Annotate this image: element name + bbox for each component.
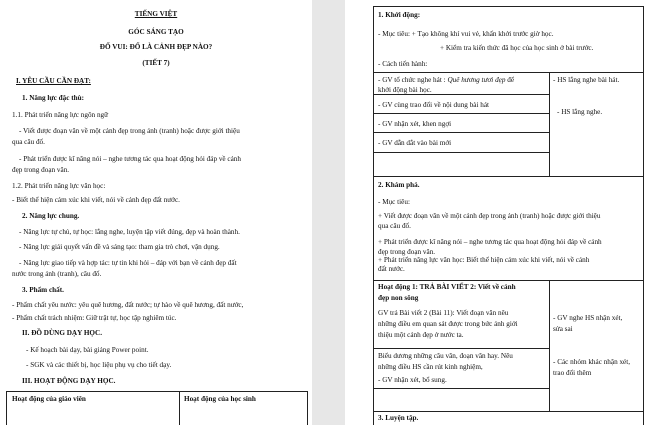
text-line: thiệu một cảnh đẹp ở nước ta.: [378, 331, 464, 339]
text-line: những điều HS cần rút kinh nghiệm,: [378, 363, 483, 371]
section-explore-title: 2. Khám phá.: [378, 181, 420, 189]
student-step: - Các nhóm khác nhận xét,: [553, 358, 631, 366]
text-line: - Năng lực giải quyết vấn đề và sáng tạo: tham gia trò chơi, vận dụng.: [19, 243, 220, 251]
text-line: - Biết thể hiện cảm xúc khi viết, nói về cảnh đẹp đất nước.: [12, 196, 180, 204]
cell-divider: [373, 348, 549, 349]
column-header-teacher: Hoạt động của giáo viên: [12, 395, 86, 403]
text-line: + Phát triển năng lực văn học: Biết thể hiện cảm xúc khi viết, nói về cảnh: [378, 256, 590, 264]
text-line: 1.1. Phát triển năng lực ngôn ngữ: [12, 111, 109, 119]
row-divider: [373, 280, 644, 281]
text-line: đẹp trong đoạn văn.: [12, 166, 70, 174]
teacher-step: - GV nhận xét, khen ngợi: [378, 120, 452, 128]
text-line: đẹp trong đoạn văn.: [378, 248, 436, 256]
heading-materials: II. ĐỒ DÙNG DẠY HỌC.: [22, 329, 102, 337]
text-line: - Mục tiêu: + Tạo không khí vui vẻ, khấn khởi trước giờ học.: [378, 30, 554, 38]
cell-divider: [373, 152, 549, 153]
text-line: - Phát triển được kĩ năng nói – nghe tương tác qua hoạt động hỏi đáp về cảnh: [19, 155, 241, 163]
section-warmup-title: 1. Khởi động:: [378, 11, 421, 19]
section-practice-title: 3. Luyện tập.: [378, 414, 419, 422]
student-step: - HS lắng nghe bài hát.: [553, 76, 620, 84]
student-step: - GV nghe HS nhận xét,: [553, 314, 623, 322]
text-line: - Mục tiêu:: [378, 198, 410, 206]
column-divider: [549, 280, 550, 411]
row-divider: [373, 176, 644, 177]
teacher-step: - GV dẫn dắt vào bài mới: [378, 139, 452, 147]
text-line: - Năng lực giao tiếp và hợp tác: tự tin khi hỏi – đáp với bạn về cảnh đẹp đất: [19, 259, 237, 267]
text-line: qua câu đố.: [12, 138, 45, 146]
text-line: qua câu đố.: [378, 222, 411, 230]
text-line: - Kế hoạch bài dạy, bài giảng Power point.: [26, 346, 149, 354]
document-page-left: [0, 0, 312, 425]
teacher-step: GV trả Bài viết 2 (Bài 11): Viết đoạn văn nêu: [378, 309, 509, 317]
column-divider: [549, 72, 550, 176]
heading-activities: III. HOẠT ĐỘNG DẠY HỌC.: [22, 377, 116, 385]
text-line: - Phẩm chất yêu nước: yêu quê hương, đất nước; tự hào về quê hương, đất nước,: [12, 301, 244, 309]
row-divider: [373, 411, 644, 412]
text-line: + Kiểm tra kiến thức đã học của học sinh ở bài trước.: [440, 44, 594, 52]
text-line: - Viết được đoạn văn về một cảnh đẹp trong ảnh (tranh) hoặc được giới thiệu: [19, 127, 240, 135]
cell-divider: [373, 113, 549, 114]
heading-qualities: 3. Phẩm chất.: [22, 286, 64, 294]
text-line: - Phẩm chất trách nhiệm: Giữ trật tự, học tập nghiêm túc.: [12, 314, 177, 322]
heading-specific-competence: 1. Năng lực đặc thù:: [22, 94, 85, 102]
text-line: khởi động bài học.: [378, 86, 432, 94]
row-divider: [373, 72, 644, 73]
heading-general-competence: 2. Năng lực chung.: [22, 212, 80, 220]
activity-1-title-cont: đẹp non sông: [378, 294, 419, 302]
cell-divider: [373, 388, 549, 389]
text-line: + Phát triển được kĩ năng nói – nghe tương tác qua hoạt động hỏi đáp về cảnh: [378, 238, 602, 246]
document-page-right: [345, 0, 650, 425]
teacher-step: - GV cùng trao đổi về nội dung bài hát: [378, 101, 490, 109]
text-line: nước trong ảnh (tranh), câu đố.: [12, 270, 102, 278]
text-line: + Viết được đoạn văn về một cảnh đẹp trong ảnh (tranh) hoặc được giới thiệu: [378, 212, 601, 220]
cell-divider: [373, 132, 549, 133]
text-line: - SGK và các thiết bị, học liệu phụ vụ cho tiết dạy.: [26, 361, 172, 369]
teacher-step: - GV tổ chức nghe hát : Quê hương tươi đẹp để: [378, 76, 515, 84]
heading-objectives: I. YÊU CẦU CẦN ĐẠT:: [16, 77, 91, 85]
section-heading: GÓC SÁNG TẠO: [128, 28, 184, 36]
activity-1-title: Hoạt động 1: TRẢ BÀI VIẾT 2: Viết về cảnh: [378, 283, 516, 291]
student-step: - HS lắng nghe.: [557, 108, 603, 116]
text-line: 1.2. Phát triển năng lực văn học:: [12, 182, 106, 190]
text-line: - Cách tiến hành:: [378, 60, 428, 68]
teacher-step: Biểu dương những câu văn, đoạn văn hay. Nêu: [378, 352, 513, 360]
text-line: những điều em quan sát được trong bức ảnh giới: [378, 320, 518, 328]
column-header-student: Hoạt động của học sinh: [184, 395, 256, 403]
table-divider: [179, 391, 180, 425]
lesson-period: (TIẾT 7): [142, 59, 170, 67]
subject-heading: TIẾNG VIỆT: [134, 10, 178, 18]
text-line: trao đổi thêm: [553, 369, 592, 377]
text-line: sửa sai: [553, 325, 573, 333]
lesson-title: ĐỐ VUI: ĐỐ LÀ CẢNH ĐẸP NÀO?: [99, 43, 213, 51]
text-line: - Năng lực tự chủ, tự học: lắng nghe, luyện tập viết đúng, đẹp và hoàn thành.: [19, 228, 240, 236]
teacher-step: - GV nhận xét, bổ sung.: [378, 376, 447, 384]
text-line: đất nước.: [378, 265, 405, 273]
